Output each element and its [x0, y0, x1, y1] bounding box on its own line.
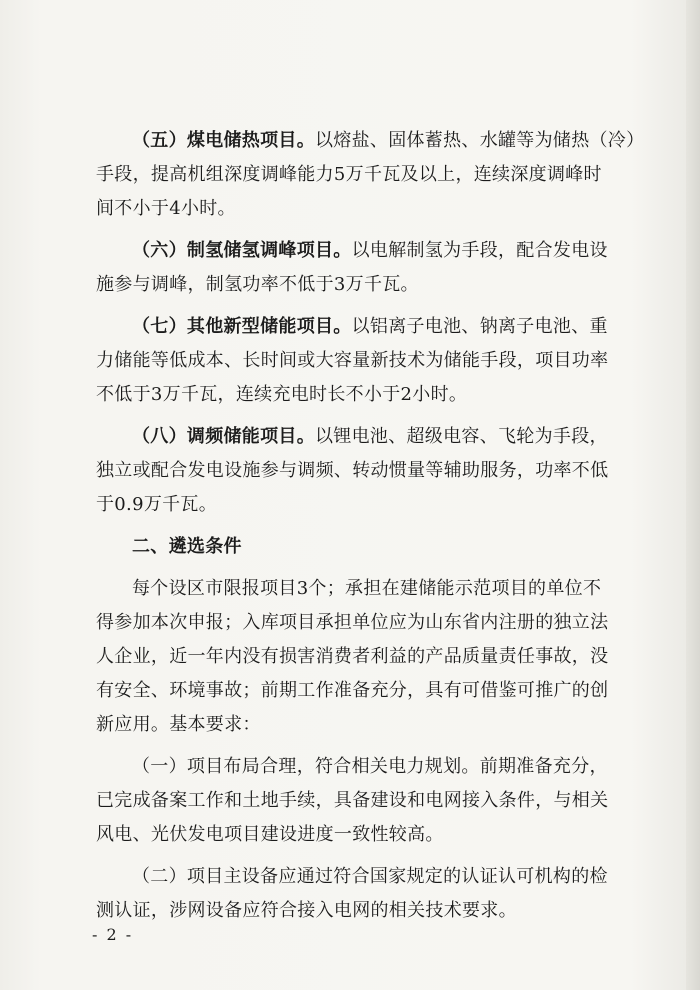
text-line: 以锂电池、超级电容、飞轮为手段， [315, 426, 608, 447]
text-line: 力储能等低成本、长时间或大容量新技术为储能手段，项目功率 [96, 350, 609, 371]
document-body [96, 124, 645, 928]
page-edge-shadow [686, 0, 700, 990]
text-line: 以电解制氢为手段，配合发电设 [351, 240, 608, 261]
text-line: 每个设区市限报项目3个；承担在建储能示范项目的单位不 [132, 578, 602, 599]
text-line: 有安全、环境事故；前期工作准备充分，具有可借鉴可推广的创 [96, 680, 609, 701]
section-lead: （八）调频储能项目。 [132, 426, 315, 447]
section-lead: （五）煤电储热项目。 [132, 130, 315, 151]
text-line: 以铝离子电池、钠离子电池、重 [351, 316, 608, 337]
text-line: 施参与调峰，制氢功率不低于3万千瓦。 [96, 274, 419, 295]
text-line: 已完成备案工作和土地手续，具备建设和电网接入条件，与相关 [96, 790, 609, 811]
section-eight [96, 420, 636, 522]
text-line: 手段，提高机组深度调峰能力5万千瓦及以上，连续深度调峰时 [96, 164, 602, 185]
requirement-two [96, 860, 636, 928]
section-five [96, 124, 645, 226]
section-lead: （七）其他新型储能项目。 [132, 316, 352, 337]
text-line: 人企业，近一年内没有损害消费者利益的产品质量责任事故，没 [96, 646, 609, 667]
section-six [96, 234, 636, 302]
text-line: 以熔盐、固体蓄热、水罐等为储热（冷） [315, 130, 645, 151]
text-line: 测认证，涉网设备应符合接入电网的相关技术要求。 [96, 900, 517, 921]
section-heading: 二、遴选条件 [132, 536, 242, 557]
text-line: 风电、光伏发电项目建设进度一致性较高。 [96, 824, 444, 845]
text-line: 得参加本次申报；入库项目承担单位应为山东省内注册的独立法 [96, 612, 609, 633]
page-number: - 2 - [92, 925, 134, 944]
requirement-one [96, 750, 636, 852]
text-line: （二）项目主设备应通过符合国家规定的认证认可机构的检 [132, 866, 608, 887]
text-line: 间不小于4小时。 [96, 198, 236, 219]
text-line: （一）项目布局合理，符合相关电力规划。前期准备充分， [132, 756, 608, 777]
intro-paragraph [96, 572, 636, 742]
text-line: 于0.9万千瓦。 [96, 494, 218, 515]
text-line: 独立或配合发电设施参与调频、转动惯量等辅助服务，功率不低 [96, 460, 609, 481]
text-line: 新应用。基本要求： [96, 714, 261, 735]
section-seven [96, 310, 636, 412]
section-lead: （六）制氢储氢调峰项目。 [132, 240, 352, 261]
text-line: 不低于3万千瓦，连续充电时长不小于2小时。 [96, 384, 468, 405]
